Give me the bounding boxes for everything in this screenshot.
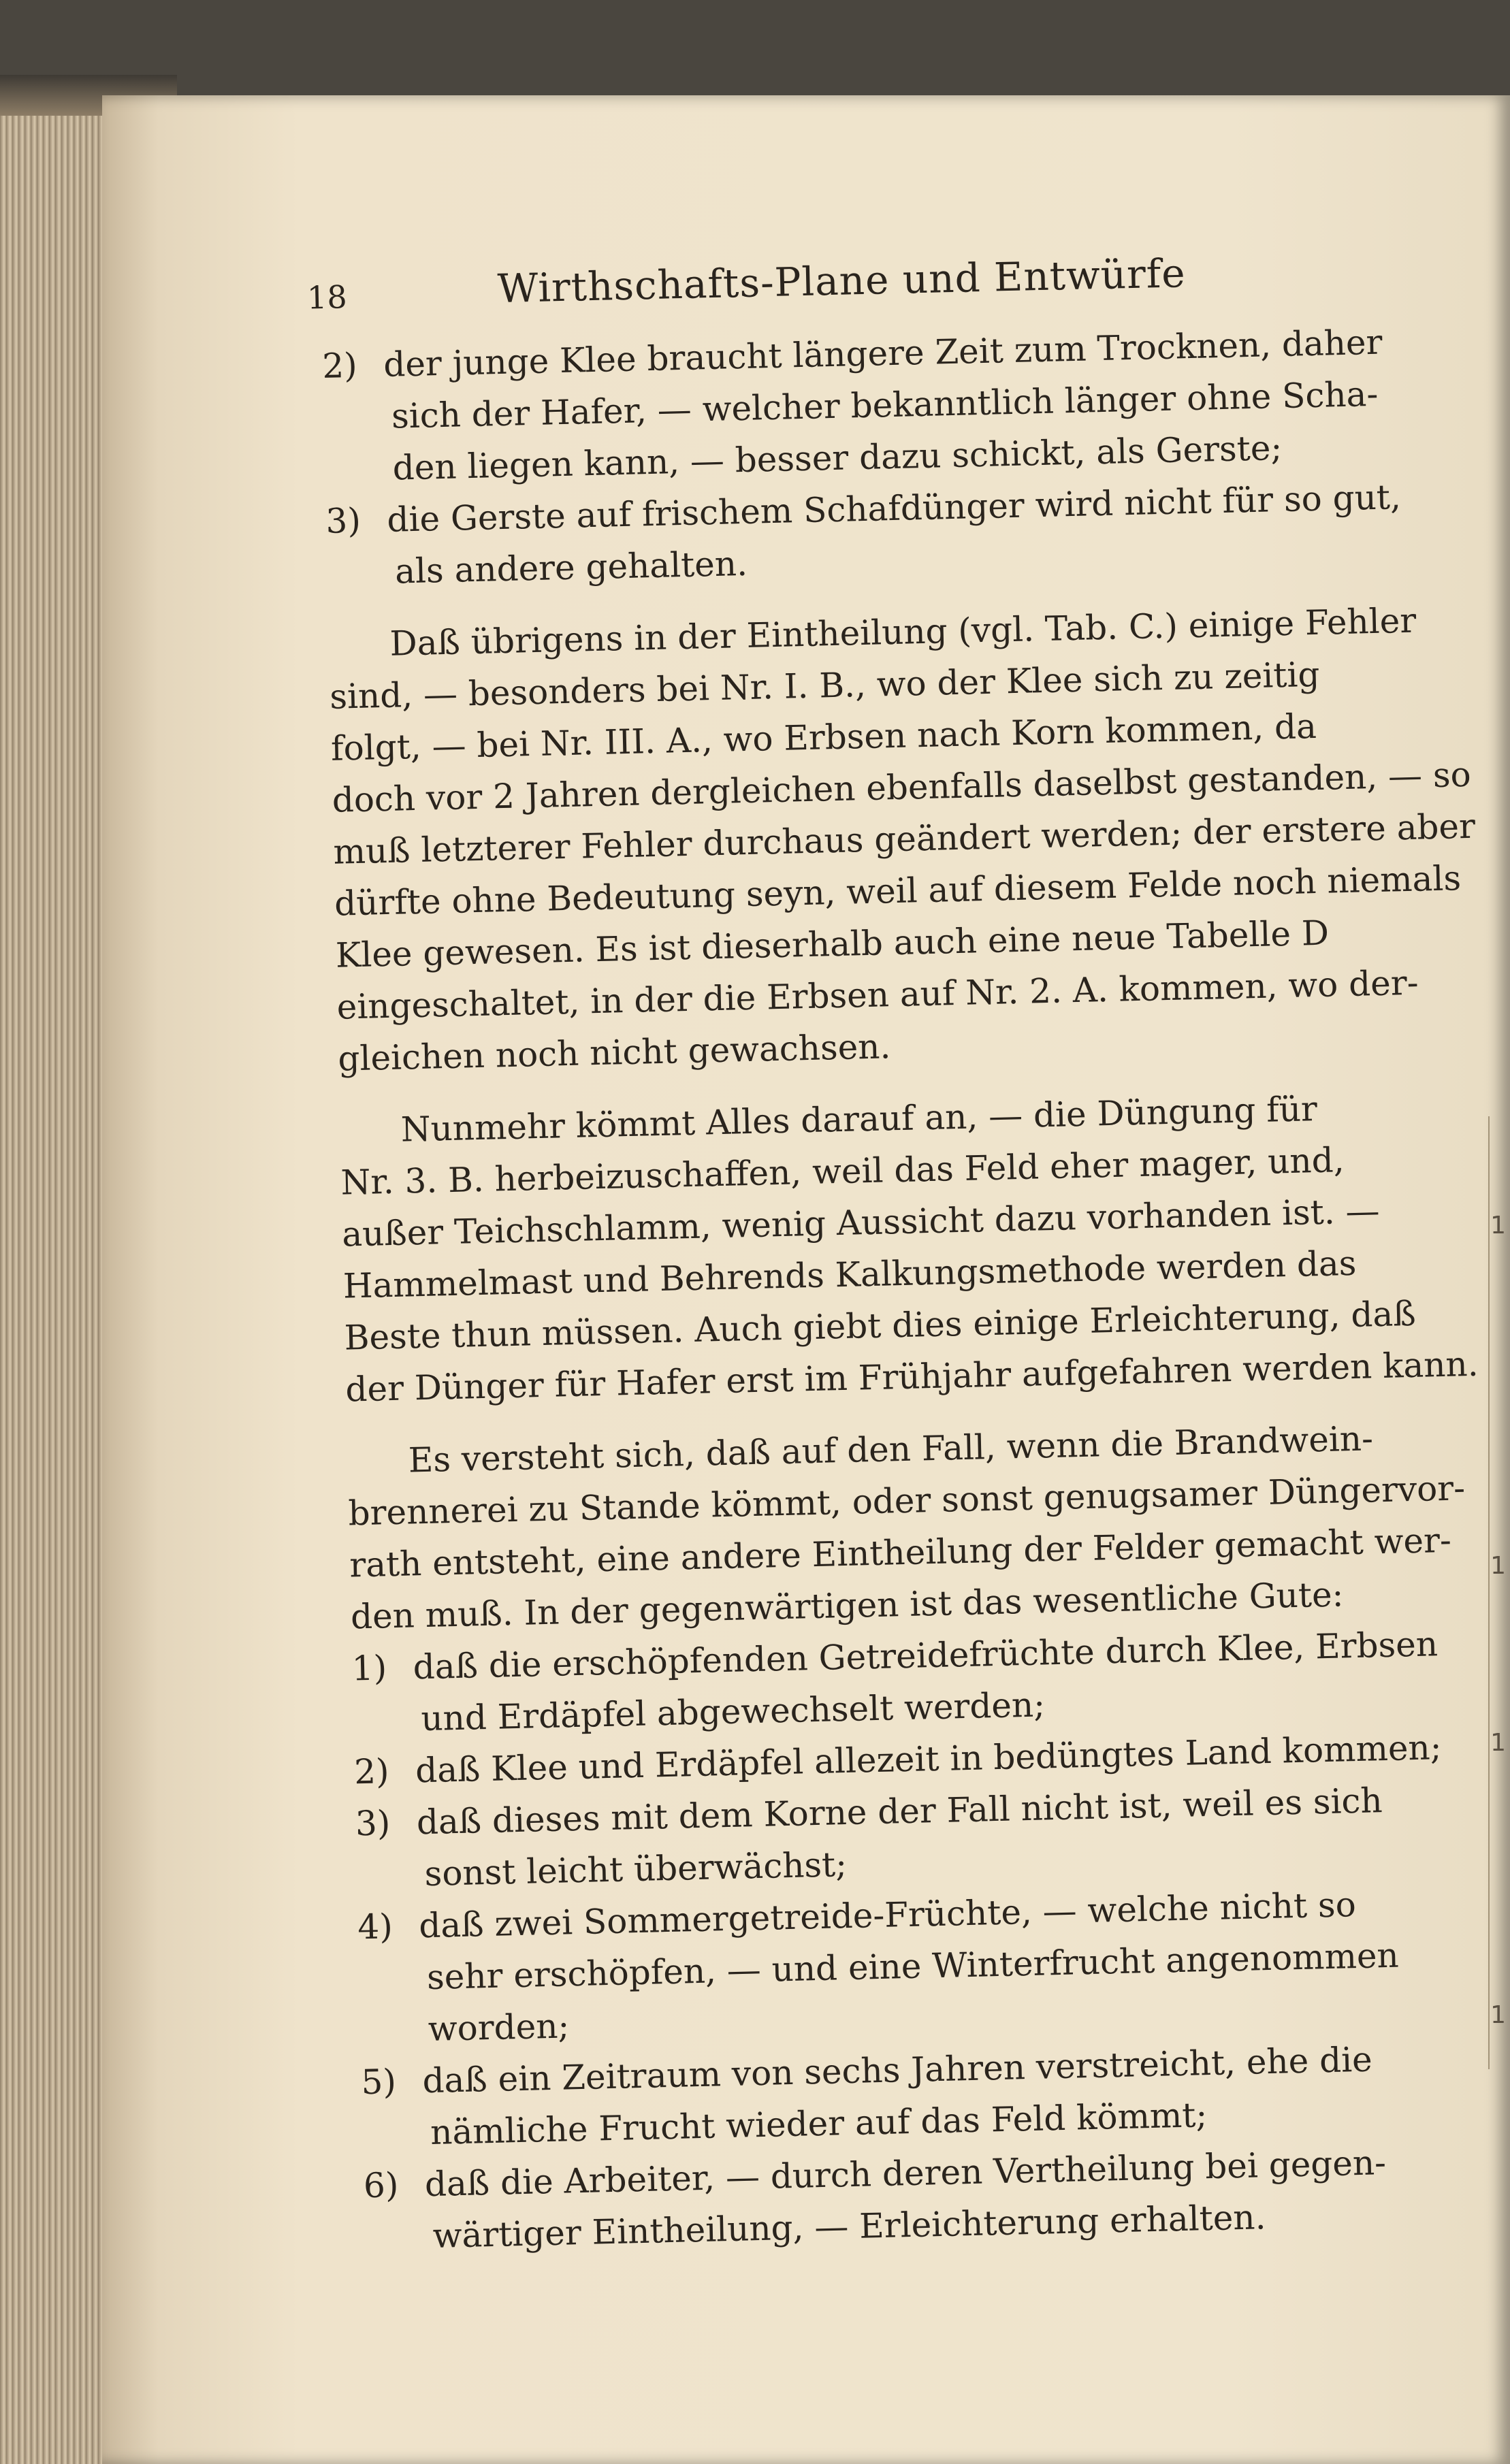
text-line: Es versteht sich, daß auf den Fall, wenn die Brandwein- <box>408 1419 1374 1480</box>
text-line: Hammelmast und Behrends Kalkungsmethode werden das <box>342 1243 1357 1306</box>
text-line: der Dünger für Hafer erst im Frühjahr aufgefahren werden kann. <box>344 1344 1479 1410</box>
text-line: Beste thun müssen. Auch giebt dies einige Erleichterung, daß <box>344 1293 1417 1358</box>
text-line: dürfte ohne Bedeutung seyn, weil auf diesem Felde noch niemals <box>334 858 1462 924</box>
text-line: außer Teichschlamm, wenig Aussicht dazu vorhanden ist. — <box>341 1191 1381 1254</box>
text-line: Daß übrigens in der Eintheilung (vgl. Tab. C.) einige Fehler <box>389 600 1417 664</box>
list-number: 2) <box>353 1751 390 1792</box>
text-line: den muß. In der gegenwärtigen ist das wesentliche Gute: <box>350 1574 1345 1637</box>
text-line: Klee gewesen. Es ist dieserhalb auch eine neue Tabelle D <box>335 913 1330 975</box>
list-line: daß die erschöpfenden Getreidefrüchte durch Klee, Erbsen <box>413 1624 1439 1687</box>
list-line: sehr erschöpfen, — und eine Winterfrucht angenommen <box>426 1935 1400 1998</box>
list-line: sonst leicht überwächst; <box>423 1845 848 1894</box>
list-line: und Erdäpfel abgewechselt werden; <box>420 1685 1046 1739</box>
list-line: daß ein Zeitraum von sechs Jahren verstreicht, ehe die <box>421 2039 1373 2101</box>
list-line: sich der Hafer, — welcher bekanntlich länger ohne Scha- <box>391 374 1379 436</box>
text-line: eingeschaltet, in der die Erbsen auf Nr. 2. A. kommen, wo der- <box>336 962 1419 1027</box>
text-line: sind, — besonders bei Nr. I. B., wo der Klee sich zu zeitig <box>329 654 1321 717</box>
list-number: 2) <box>321 345 358 386</box>
list-line: daß die Arbeiter, — durch deren Vertheilung bei gegen- <box>424 2143 1387 2205</box>
list-line: der junge Klee braucht längere Zeit zum Trocknen, daher <box>383 322 1383 385</box>
page-number: 18 <box>306 278 348 317</box>
paragraph-distillery <box>347 1412 1466 1642</box>
right-margin-marks <box>1488 1116 1510 2069</box>
list-line: worden; <box>428 2006 570 2049</box>
text-line: gleichen noch nicht gewachsen. <box>337 1026 891 1079</box>
list-number: 3) <box>325 500 362 541</box>
text-line: doch vor 2 Jahren dergleichen ebenfalls daselbst gestanden, — so <box>332 754 1472 820</box>
running-head: Wirthschafts-Plane und Entwürfe <box>497 250 1187 312</box>
margin-mark: 1 <box>1490 1552 1506 1580</box>
list-line: daß dieses mit dem Korne der Fall nicht ist, weil es sich <box>416 1781 1383 1843</box>
list-number: 3) <box>355 1803 391 1844</box>
text-line: folgt, — bei Nr. III. A., wo Erbsen nach Korn kommen, da <box>330 706 1317 768</box>
text-line: rath entsteht, eine andere Eintheilung der Felder gemacht wer- <box>349 1520 1452 1585</box>
list-number: 4) <box>357 1907 393 1947</box>
list-line: den liegen kann, — besser dazu schickt, als Gerste; <box>392 428 1283 488</box>
paragraph-errors <box>328 596 1476 1085</box>
margin-mark: 1 <box>1490 1212 1506 1239</box>
text-line: Nunmehr kömmt Alles darauf an, — die Düngung für <box>400 1089 1318 1150</box>
list-number: 6) <box>363 2165 399 2206</box>
advantages-list <box>351 1619 1443 2263</box>
margin-mark: 1 <box>1490 1729 1506 1757</box>
text-line: muß letzterer Fehler durchaus geändert werden; der erstere aber <box>332 806 1476 872</box>
list-line: als andere gehalten. <box>394 543 748 591</box>
list-line: daß Klee und Erdäpfel allezeit in bedüngtes Land kommen; <box>415 1728 1443 1791</box>
margin-mark: 1 <box>1490 2001 1506 2029</box>
list-line: die Gerste auf frischem Schafdünger wird nicht für so gut, <box>386 477 1402 540</box>
list-number: 5) <box>360 2062 397 2103</box>
list-number: 1) <box>351 1648 387 1689</box>
text-line: Nr. 3. B. herbeizuschaffen, weil das Feld eher mager, und, <box>340 1140 1345 1203</box>
paragraph-manure <box>339 1082 1479 1415</box>
list-line: nämliche Frucht wieder auf das Feld kömmt; <box>430 2095 1208 2153</box>
list-line: daß zwei Sommergetreide-Früchte, — welche nicht so <box>418 1885 1357 1946</box>
list-line: wärtiger Eintheilung, — Erleichterung erhalten. <box>432 2197 1267 2256</box>
list-continuation <box>321 317 1402 599</box>
text-line: brennerei zu Stande kömmt, oder sonst genugsamer Düngervor- <box>347 1468 1466 1534</box>
page-text <box>306 242 1479 2264</box>
page-stack-edge <box>0 95 116 2464</box>
